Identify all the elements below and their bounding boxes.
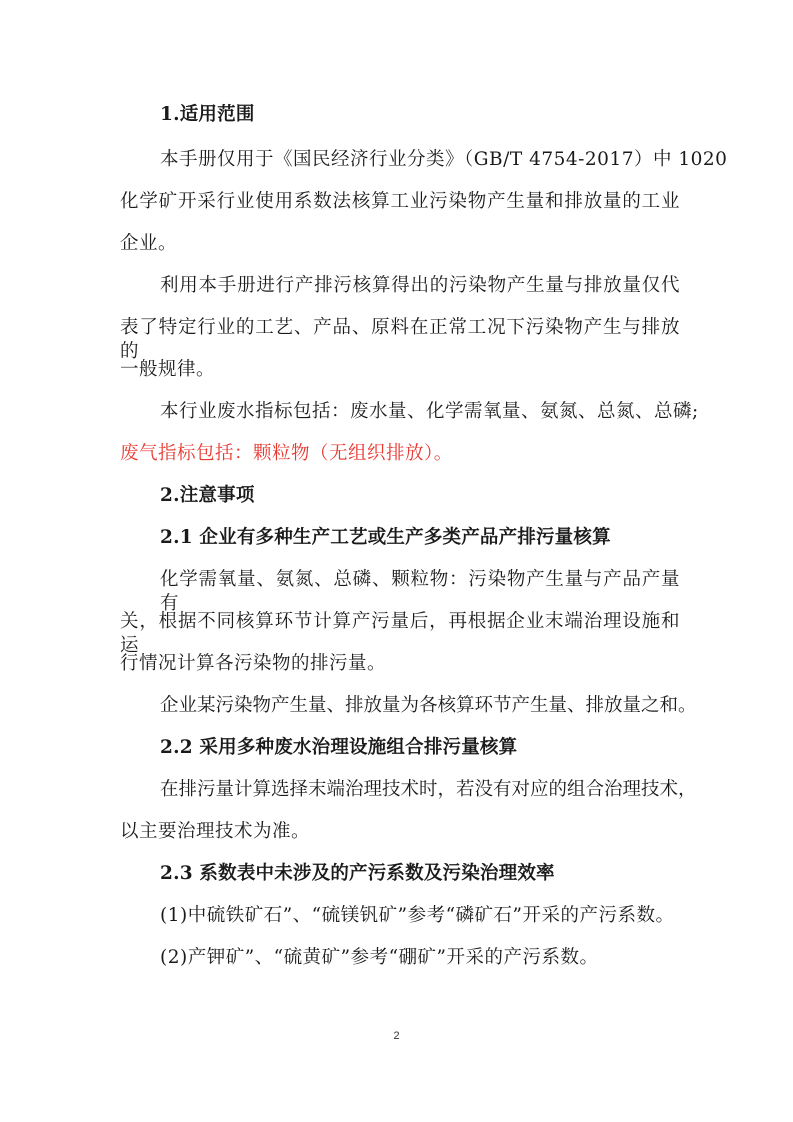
list-item-1: (1)中硫铁矿石”、“硫镁钒矿”参考“磷矿石”开采的产污系数。 [160,905,675,926]
subsection-heading-2-1: 2.1 企业有多种生产工艺或生产多类产品产排污量核算 [160,527,611,548]
paragraph-usage-line-1: 利用本手册进行产排污核算得出的污染物产生量与排放量仅代 [160,275,680,296]
paragraph-treatment-line-1: 在排污量计算选择末端治理技术时，若没有对应的组合治理技术， [160,779,697,800]
subsection-heading-2-2: 2.2 采用多种废水治理设施组合排污量核算 [160,737,518,758]
paragraph-calc-line-1: 化学需氧量、氨氮、总磷、颗粒物：污染物产生量与产品产量有 [160,569,680,614]
list-item-2: (2)产钾矿”、“硫黄矿”参考“硼矿”开采的产污系数。 [160,947,599,968]
paragraph-scope-line-1: 本手册仅用于《国民经济行业分类》（GB/T 4754-2017）中 1020 [160,149,728,170]
paragraph-scope-line-2: 化学矿开采行业使用系数法核算工业污染物产生量和排放量的工业 [120,191,680,212]
paragraph-indicators-wastewater: 本行业废水指标包括：废水量、化学需氧量、氨氮、总氮、总磷; [160,401,699,422]
paragraph-calc-line-3: 行情况计算各污染物的排污量。 [120,653,387,674]
section-heading-1: 1.适用范围 [160,104,255,125]
page-number: 2 [393,1030,400,1042]
paragraph-calc-line-2: 关，根据不同核算环节计算产污量后，再根据企业末端治理设施和运 [120,611,680,656]
paragraph-usage-line-2: 表了特定行业的工艺、产品、原料在正常工况下污染物产生与排放的 [120,317,680,362]
subsection-heading-2-3: 2.3 系数表中未涉及的产污系数及污染治理效率 [160,863,555,884]
paragraph-treatment-line-2: 以主要治理技术为准。 [120,821,311,842]
paragraph-usage-line-3: 一般规律。 [120,359,216,380]
paragraph-scope-line-3: 企业。 [120,233,178,254]
paragraph-sum: 企业某污染物产生量、排放量为各核算环节产生量、排放量之和。 [160,695,697,716]
paragraph-indicators-wastegas: 废气指标包括：颗粒物（无组织排放）。 [120,443,453,464]
section-heading-2: 2.注意事项 [160,485,255,506]
